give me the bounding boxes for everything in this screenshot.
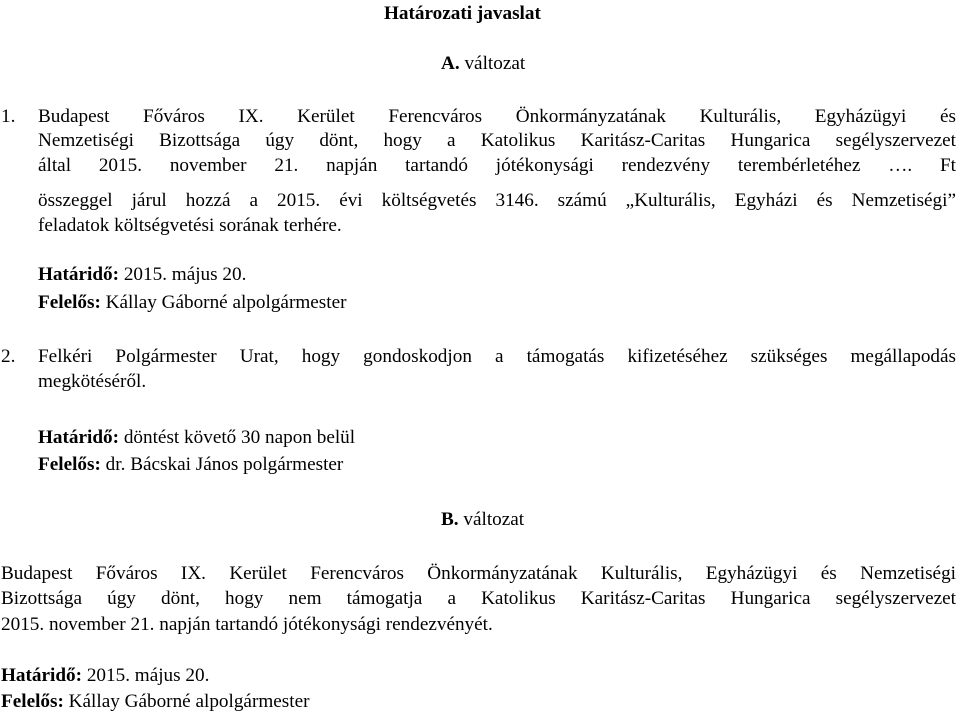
item1-line-3: által 2015. november 21. napján tartandó jótékonysági rendezvény terembérletéhez …. Ft (38, 155, 956, 176)
responsible-label: Felelős: (1, 691, 64, 712)
variant-b-deadline (1, 664, 209, 688)
variant-a-letter: A. (441, 53, 460, 74)
item1-line-5: feladatok költségvetési sorának terhére. (38, 215, 342, 236)
item2-deadline (38, 426, 355, 450)
variant-b-line-1: Budapest Főváros IX. Kerület Ferencváros Önkormányzatának Kulturális, Egyházügyi és Nemzetiségi (1, 563, 956, 584)
variant-b-letter: B. (441, 509, 459, 530)
item2-responsible (38, 453, 343, 477)
variant-b-responsible (1, 690, 309, 714)
deadline-value: 2015. május 20. (86, 665, 210, 686)
responsible-value: Kállay Gáborné alpolgármester (68, 691, 310, 712)
responsible-label: Felelős: (38, 292, 101, 313)
deadline-label: Határidő: (1, 665, 83, 686)
variant-b-heading (441, 508, 524, 532)
item1-line-2: Nemzetiségi Bizottsága úgy dönt, hogy a Katolikus Karitász-Caritas Hungarica segélyszervezet (38, 130, 956, 151)
item1-line-4: összeggel járul hozzá a 2015. évi költségvetés 3146. számú „Kulturális, Egyházi és Nemzetiségi” (38, 190, 956, 211)
deadline-label: Határidő: (38, 264, 120, 285)
document-title: Határozati javaslat (384, 3, 541, 24)
deadline-value: 2015. május 20. (123, 264, 247, 285)
variant-b-line-2: Bizottsága úgy dönt, hogy nem támogatja a Katolikus Karitász-Caritas Hungarica segélyszervezet (1, 588, 956, 609)
item1-deadline (38, 263, 246, 287)
variant-a-heading (441, 52, 525, 76)
variant-b-word: változat (463, 509, 525, 530)
item1-line-1: Budapest Főváros IX. Kerület Ferencváros Önkormányzatának Kulturális, Egyházügyi és (38, 106, 956, 127)
item1-number: 1. (1, 106, 16, 127)
responsible-value: dr. Bácskai János polgármester (105, 454, 344, 475)
item2-number: 2. (1, 346, 16, 367)
item2-line-1: Felkéri Polgármester Urat, hogy gondoskodjon a támogatás kifizetéséhez szükséges megállapodás (38, 346, 956, 367)
variant-a-word: változat (464, 53, 526, 74)
deadline-value: döntést követő 30 napon belül (123, 427, 356, 448)
deadline-label: Határidő: (38, 427, 120, 448)
variant-b-line-3: 2015. november 21. napján tartandó jótékonysági rendezvényét. (1, 614, 493, 635)
responsible-value: Kállay Gáborné alpolgármester (105, 292, 347, 313)
item1-responsible (38, 291, 346, 315)
responsible-label: Felelős: (38, 454, 101, 475)
item2-line-2: megkötéséről. (38, 371, 147, 392)
